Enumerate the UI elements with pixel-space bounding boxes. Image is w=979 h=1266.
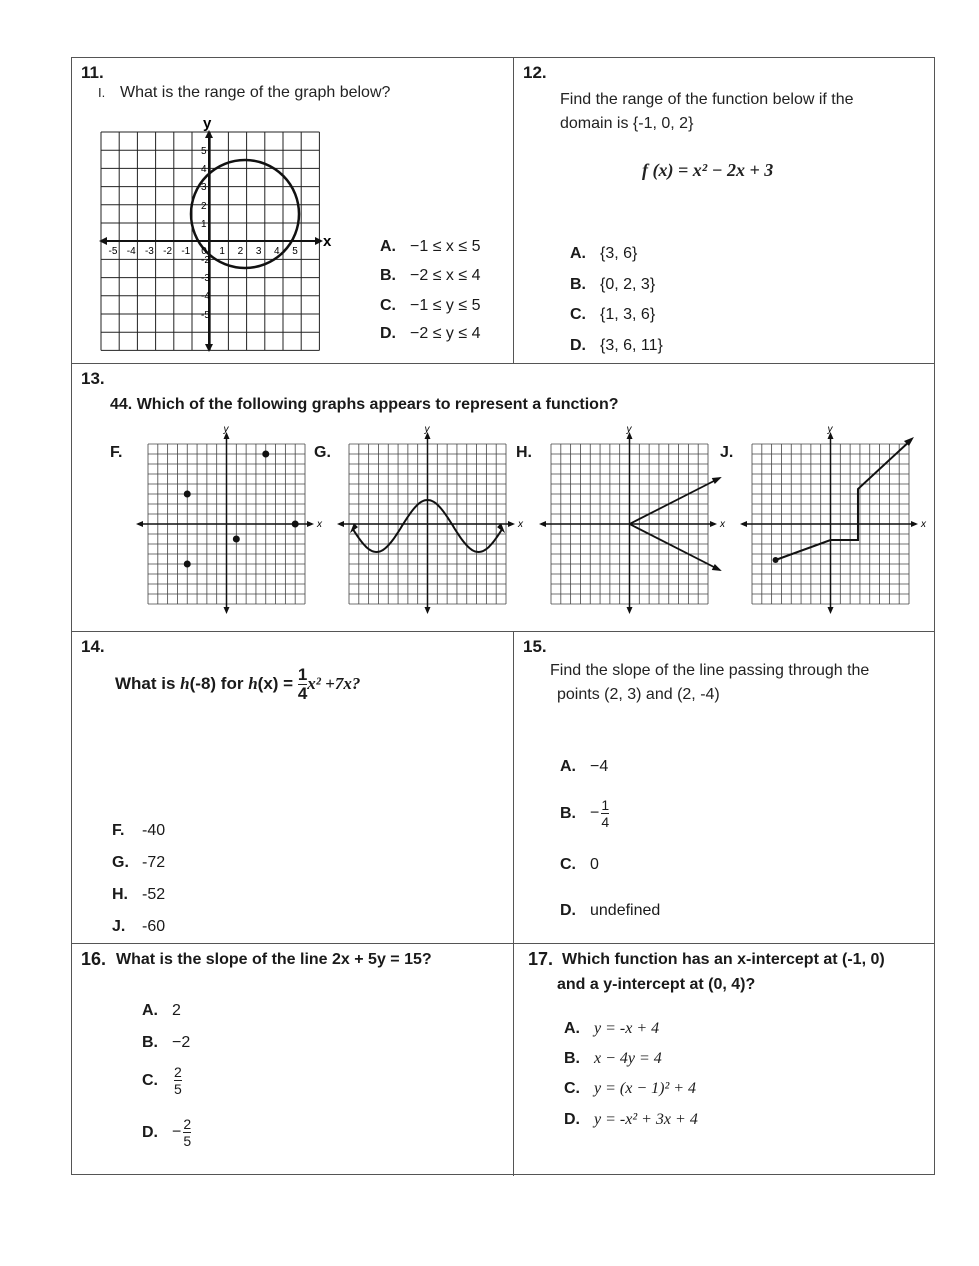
y-axis-label: y: [626, 424, 632, 435]
x-axis-label: x: [518, 519, 523, 530]
x-tick-label: 0: [201, 246, 207, 257]
option-j[interactable]: [112, 918, 165, 936]
x-axis-label: x: [317, 519, 322, 530]
option-letter: B.: [560, 804, 576, 822]
x-axis-label: x: [921, 519, 926, 530]
option-d[interactable]: [380, 325, 480, 343]
option-text: {0, 2, 3}: [600, 276, 656, 293]
option-f[interactable]: [112, 822, 165, 840]
y-tick-label: 5: [201, 146, 207, 157]
option-text: {3, 6, 11}: [600, 337, 663, 354]
option-letter: J.: [112, 918, 126, 935]
question-number: 17.: [528, 949, 554, 969]
question-prompt: [115, 666, 360, 703]
option-c[interactable]: [560, 856, 599, 874]
path-start-point: [773, 557, 779, 563]
x-tick-label: 3: [255, 246, 262, 257]
question-prompt: 44. Which of the following graphs appears to represent a function?: [110, 396, 619, 413]
option-b[interactable]: [380, 267, 480, 285]
fraction-one-fourth: [298, 666, 307, 703]
question-16-cell: [72, 944, 513, 1176]
option-text: x − 4y = 4: [594, 1050, 662, 1067]
question-prompt-line-1: Find the range of the function below if the: [560, 91, 854, 108]
question-14-cell: [72, 632, 513, 943]
x-tick-label: 4: [274, 246, 280, 257]
fraction-denominator: 4: [601, 814, 610, 830]
y-tick-label: 1: [201, 219, 207, 230]
option-letter: C.: [380, 297, 396, 314]
y-axis-label: y: [424, 424, 430, 435]
option-text: −4: [590, 758, 609, 775]
x-axis-arrow-left: [136, 521, 143, 527]
option-b[interactable]: [560, 797, 609, 830]
option-letter: A.: [142, 1002, 158, 1019]
circle-graph: [99, 115, 332, 353]
option-letter: B.: [142, 1034, 158, 1051]
row-1: [72, 58, 934, 364]
question-prompt: What is the range of the graph below?: [120, 84, 391, 101]
row-3: [72, 632, 934, 944]
prompt-end: x² +7x?: [307, 673, 361, 693]
option-d[interactable]: [564, 1111, 698, 1129]
question-number: 15.: [523, 637, 547, 656]
x-tick-label: -4: [126, 246, 136, 257]
option-text: -72: [142, 854, 166, 871]
y-tick-label: 2: [201, 201, 207, 212]
question-15-cell: [513, 632, 936, 943]
option-text: -52: [142, 886, 166, 903]
y-axis-arrow-down: [425, 607, 431, 614]
fraction-denominator: 5: [174, 1081, 182, 1097]
question-prefix: I.: [98, 85, 106, 100]
question-number: 16.: [81, 949, 107, 969]
prompt-start: What is: [115, 673, 181, 693]
option-d[interactable]: [142, 1116, 191, 1149]
ray-upper-arrow: [712, 477, 722, 484]
fraction-numerator: 2: [174, 1064, 182, 1080]
option-a[interactable]: [142, 1002, 181, 1020]
plotted-point: [184, 561, 191, 568]
option-letter: C.: [560, 856, 576, 873]
option-c[interactable]: [142, 1064, 182, 1097]
fraction-numerator: 2: [183, 1116, 192, 1132]
option-d[interactable]: [560, 902, 660, 920]
x-tick-label: 5: [292, 246, 298, 257]
x-axis-arrow-left: [740, 521, 747, 527]
step-path: [776, 440, 911, 560]
y-tick-label: -3: [201, 273, 210, 284]
question-prompt-line-1: Which function has an x-intercept at (-1, 0): [562, 951, 885, 968]
plotted-point: [233, 536, 240, 543]
row-2: [72, 364, 934, 632]
fraction-denominator: 4: [297, 684, 308, 703]
option-letter: F.: [112, 822, 125, 839]
option-h[interactable]: [112, 886, 165, 904]
y-tick-label: -4: [201, 291, 210, 302]
prompt-h: h: [180, 673, 190, 693]
ray-upper: [630, 478, 720, 524]
prompt-mid: (-8) for: [189, 673, 249, 693]
row-4: [72, 944, 934, 1176]
x-axis-arrow-left: [539, 521, 546, 527]
option-letter: D.: [560, 902, 576, 919]
option-a[interactable]: [564, 1020, 659, 1038]
x-tick-label: -1: [181, 246, 191, 257]
option-a[interactable]: [570, 245, 637, 263]
option-text: -60: [142, 918, 166, 935]
graph-letter-f[interactable]: F.: [110, 444, 123, 461]
question-12-cell: [513, 58, 936, 363]
option-g[interactable]: [112, 854, 165, 872]
y-axis-label: y: [827, 424, 833, 435]
option-text: y = (x − 1)² + 4: [594, 1080, 697, 1097]
option-text: −2 ≤ x ≤ 4: [410, 267, 481, 284]
ray-lower: [630, 524, 720, 570]
y-tick-label: 3: [201, 182, 207, 193]
question-number: 12.: [523, 63, 547, 82]
x-axis-arrow-right: [307, 521, 314, 527]
fraction-sign: −: [172, 1123, 182, 1141]
option-text: 0: [590, 856, 599, 873]
question-11-cell: [72, 58, 513, 363]
option-c[interactable]: [380, 297, 480, 315]
option-letter: B.: [380, 267, 396, 284]
y-axis-arrow-down: [224, 607, 230, 614]
fraction-denominator: 5: [183, 1133, 192, 1149]
question-13-cell: [72, 364, 936, 631]
option-letter: A.: [564, 1020, 580, 1037]
x-axis-arrow-right: [911, 521, 918, 527]
y-axis-label: y: [223, 424, 229, 435]
fraction: [183, 1116, 191, 1149]
x-tick-label: 2: [237, 246, 244, 257]
option-text: −1 ≤ x ≤ 5: [410, 238, 481, 255]
option-letter: D.: [564, 1111, 580, 1128]
question-17-cell: [513, 944, 936, 1176]
option-letter: G.: [112, 854, 129, 871]
fraction: [601, 797, 609, 830]
option-c[interactable]: [564, 1080, 696, 1098]
question-prompt-line-2: domain is {-1, 0, 2}: [560, 115, 694, 132]
option-text: −2 ≤ y ≤ 4: [410, 325, 481, 342]
question-prompt-line-1: Find the slope of the line passing through the: [550, 662, 870, 679]
y-axis-arrow-down: [627, 607, 633, 614]
y-tick-label: 4: [201, 164, 207, 175]
question-number: 11.: [81, 63, 104, 82]
question-prompt-line-2: points (2, 3) and (2, -4): [557, 686, 720, 703]
x-axis-arrow-right: [508, 521, 515, 527]
prompt-x: (x) =: [257, 673, 298, 693]
x-tick-label: -3: [144, 246, 154, 257]
option-text: −2: [172, 1034, 191, 1051]
x-axis-label: x: [323, 233, 332, 250]
option-letter: C.: [570, 306, 586, 323]
fraction: [174, 1064, 182, 1097]
option-letter: B.: [564, 1050, 580, 1067]
fraction-sign: −: [590, 804, 600, 822]
option-text: undefined: [590, 902, 661, 919]
option-letter: A.: [560, 758, 576, 775]
y-axis-label: y: [203, 115, 212, 132]
graph-letter-g[interactable]: G.: [314, 444, 331, 461]
option-a[interactable]: [380, 238, 480, 256]
option-letter: D.: [142, 1123, 158, 1141]
option-c[interactable]: [570, 306, 655, 324]
option-text: y = -x² + 3x + 4: [594, 1111, 698, 1128]
x-tick-label: -5: [108, 246, 118, 257]
option-text: {1, 3, 6}: [600, 306, 656, 323]
graph-letter-j[interactable]: J.: [720, 444, 734, 461]
function-formula: f (x) = x² − 2x + 3: [642, 160, 774, 180]
graph-g[interactable]: [335, 424, 527, 614]
option-letter: C.: [142, 1071, 158, 1089]
worksheet-table: [71, 57, 935, 1175]
question-number: 13.: [81, 369, 105, 388]
plotted-point: [184, 491, 191, 498]
option-letter: C.: [564, 1080, 580, 1097]
option-text: y = -x + 4: [594, 1020, 660, 1037]
graph-j[interactable]: [738, 424, 930, 614]
plotted-point: [262, 451, 269, 458]
question-prompt-line-2: and a y-intercept at (0, 4)?: [557, 976, 756, 993]
y-tick-label: -2: [201, 255, 210, 266]
x-axis-arrow-right: [710, 521, 717, 527]
option-text: {3, 6}: [600, 245, 638, 262]
y-axis-arrow-down: [828, 607, 834, 614]
plotted-point: [292, 521, 299, 528]
x-axis-arrow-left: [337, 521, 344, 527]
option-letter: H.: [112, 886, 128, 903]
prompt-h2: h: [248, 673, 258, 693]
option-text: 2: [172, 1002, 181, 1019]
graph-h[interactable]: [537, 424, 729, 614]
graph-letter-h[interactable]: H.: [516, 444, 532, 461]
option-text: −1 ≤ y ≤ 5: [410, 297, 481, 314]
x-tick-label: -2: [163, 246, 173, 257]
option-letter: B.: [570, 276, 586, 293]
question-number: 14.: [81, 637, 105, 656]
option-d[interactable]: [570, 337, 663, 355]
y-tick-label: -5: [201, 310, 210, 321]
option-letter: A.: [570, 245, 586, 262]
option-a[interactable]: [560, 758, 608, 776]
option-b[interactable]: [564, 1050, 662, 1068]
option-letter: D.: [380, 325, 396, 342]
x-axis-label: x: [720, 519, 725, 530]
option-letter: A.: [380, 238, 396, 255]
x-tick-label: 1: [219, 246, 225, 257]
question-prompt: What is the slope of the line 2x + 5y = 15?: [116, 951, 432, 968]
option-letter: D.: [570, 337, 586, 354]
ray-lower-arrow: [712, 564, 722, 571]
fraction-numerator: 1: [601, 797, 610, 813]
graph-f[interactable]: [134, 424, 326, 614]
option-b[interactable]: [570, 276, 655, 294]
option-b[interactable]: [142, 1034, 190, 1052]
fraction-numerator: 1: [297, 665, 308, 684]
x-axis-arrow-left: [99, 237, 107, 245]
option-text: -40: [142, 822, 166, 839]
